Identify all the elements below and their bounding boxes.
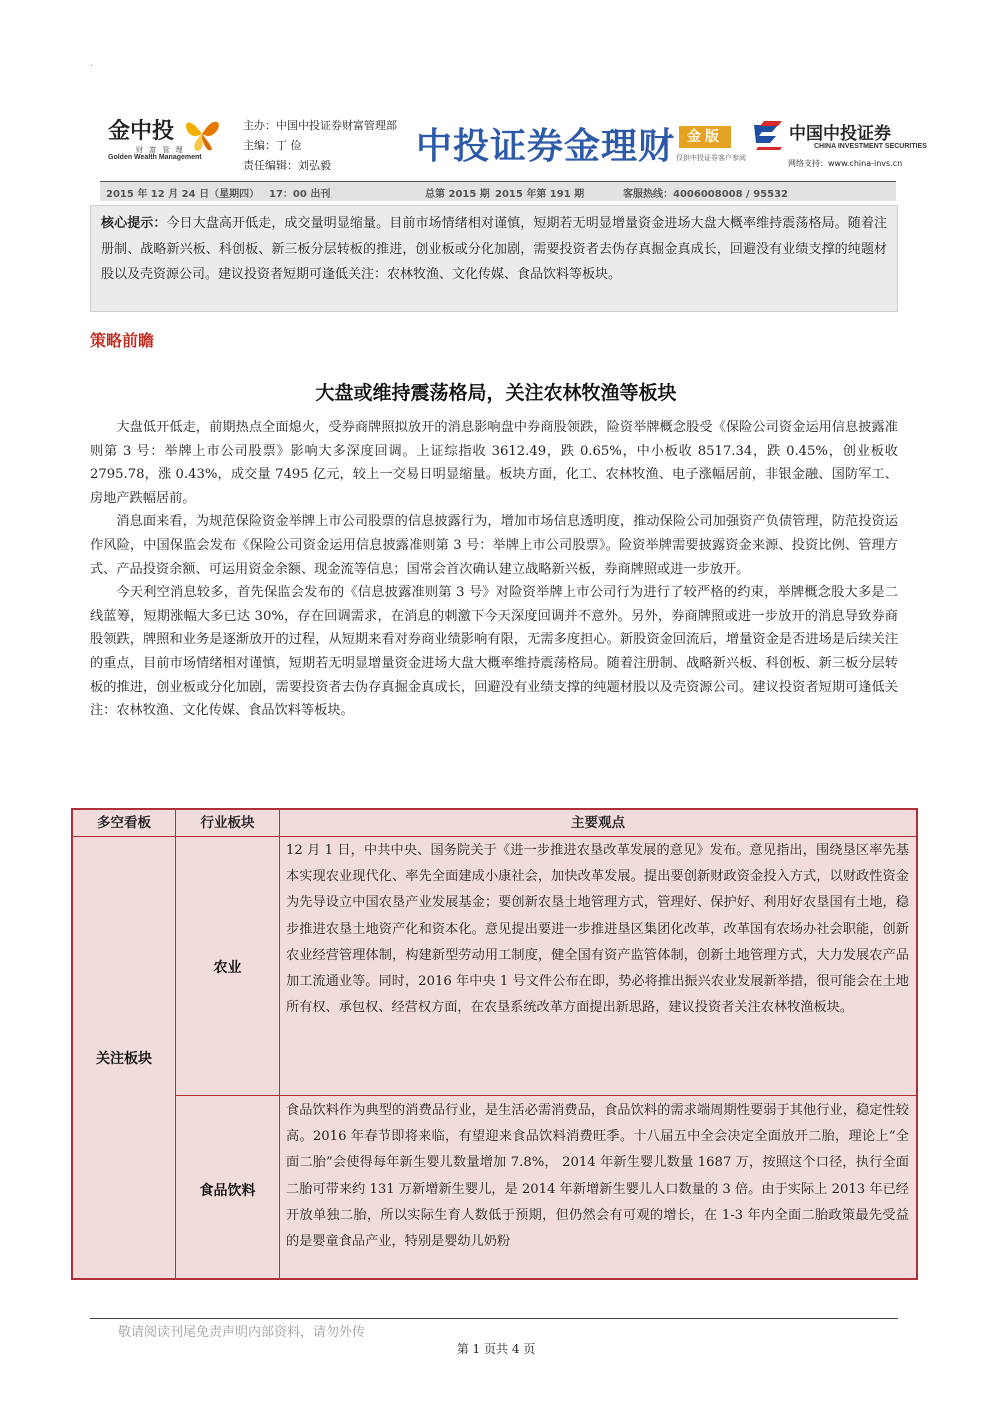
- logo-name: 金中投: [108, 119, 175, 144]
- corner-mark: .: [90, 59, 93, 68]
- sector-view-agriculture: 12 月 1 日，中共中央、国务院关于《进一步推进农垦改革发展的意见》发布。意见指出，围绕垦区率先基本实现农业现代化、率先全面建成小康社会，加快改革发展。提出要创新财政资金投入方式，以财政性资金为先导设立中国农垦产业发展基金；要创新农垦土地管理方式，管理好、保护好、利用好农垦国有土地，稳步推进农垦土地资产化和资本化。意见提出要进一步推进垦区集团化改革，改革国有农场办社会职能，创新农业经营管理体制，构建新型劳动用工制度，健全国有资产监管体制，创新土地管理方式，大力发展农产品加工流通业等。同时，2016 年中央 1 号文件公布在即，势必将推出振兴农业发展新举措，很可能会在土地所有权、承包权、经营权方面，在农垦系统改革方面提出新思路，建议投资者关注农林牧渔板块。: [286, 843, 909, 1016]
- summary-text: 今日大盘高开低走，成交量明显缩量。目前市场情绪相对谨慎，短期若无明显增量资金进场大盘大概率维持震荡格局。随着注册制、战略新兴板、科创板、新三板分层转板的推进，创业板或分化加剧，需要投资者去伪存真掘金真成长，回避没有业绩支撑的纯题材股以及壳资源公司。建议投资者短期可逢低关注：农林牧渔、文化传媒、食品饮料等板块。: [101, 216, 887, 283]
- issue-info-bar: [100, 182, 896, 201]
- section-title: 策略前瞻: [90, 331, 155, 350]
- chief-editor-line: 主编：丁 俭: [243, 139, 302, 152]
- gold-edition-note: 仅供中投证券客户参阅: [676, 154, 746, 162]
- company-name-en: CHINA INVESTMENT SECURITIES: [814, 143, 927, 150]
- table-col-divider: [175, 810, 176, 1278]
- butterfly-logo-icon: [180, 112, 224, 156]
- logo-sub-cn: 财 富 管 理: [136, 146, 185, 154]
- golden-wealth-logo: [108, 112, 223, 172]
- service-hotline: 客服热线：4006008008 / 95532: [623, 189, 788, 200]
- gold-edition-badge: 金版: [679, 126, 731, 148]
- cis-logo-icon: [752, 121, 784, 151]
- footer-disclaimer-note: 敬请阅读刊尾免责声明内部资料，请勿外传: [118, 1325, 366, 1340]
- table-header-sector: 行业板块: [200, 815, 255, 831]
- footer-divider: [90, 1318, 898, 1319]
- article-body: [90, 416, 898, 723]
- brand-title: 中投证券金理财: [416, 126, 676, 167]
- article-paragraph: 今天利空消息较多，首先保监会发布的《信息披露准则第 3 号》对险资举牌上市公司行为进行了较严格的约束，举牌概念股大多是二线蓝筹，短期涨幅大多已达 30%，存在回调需求，在消息的刺激下今天深度回调并不意外。另外，券商牌照或进一步放开的消息导致券商股领跌，牌照和业务是逐渐放开的过程，从短期来看对券商业绩影响有限，无需多度担心。新股资金回流后，增量资金是否进场是后续关注的重点，目前市场情绪相对谨慎，短期若无明显增量资金进场大盘大概率维持震荡格局。随着注册制、战略新兴板、科创板、新三板分层转板的推进，创业板或分化加剧，需要投资者去伪存真掘金真成长，回避没有业绩支撑的纯题材股以及壳资源公司。建议投资者短期可逢低关注：农林牧渔、文化传媒、食品饮料等板块。: [90, 585, 898, 719]
- sector-view-food-beverage: 食品饮料作为典型的消费品行业，是生活必需消费品，食品饮料的需求端周期性要弱于其他行业，稳定性较高。2016 年春节即将来临，有望迎来食品饮料消费旺季。十八届五中全会决定全面放开二胎，理论上“全面二胎”会使得每年新生婴儿数量增加 7.8%， 2014 年新生婴儿数量 1687 万，按照这个口径，执行全面二胎可带来约 131 万新增新生婴儿，是 2014 年新增新生婴儿人口数量的 3 倍。由于实际上 2013 年已经开放单独二胎，所以实际生育人数低于预期，但仍然会有可观的增长，在 1-3 年内全面二胎政策最先受益的是婴童食品产业，特别是婴幼儿奶粉: [286, 1103, 909, 1250]
- website-info: 网络支持：www.china-invs.cn: [788, 159, 903, 168]
- table-header-view: 主要观点: [571, 815, 625, 831]
- group-label-focus: 关注板块: [96, 1051, 152, 1067]
- company-name-cn: 中国中投证券: [789, 124, 891, 144]
- issue-time: 17：00 出刊: [269, 189, 331, 200]
- issue-date: 2015 年 12 月 24 日（星期四）: [106, 189, 260, 200]
- table-row-divider: [176, 1095, 916, 1096]
- responsible-editor-line: 责任编辑：刘弘毅: [243, 159, 331, 172]
- table-col-divider: [279, 810, 280, 1278]
- page-number: 第 1 页共 4 页: [456, 1342, 536, 1356]
- summary-label: 核心提示：: [101, 216, 167, 231]
- editor-info: [243, 116, 397, 176]
- sector-view-table: [71, 808, 918, 1280]
- table-header-divider: [73, 836, 916, 837]
- sponsor-line: 主办：中国中投证券财富管理部: [243, 119, 397, 132]
- article-paragraph: 消息面来看，为规范保险资金举牌上市公司股票的信息披露行为，增加市场信息透明度，推动保险公司加强资产负债管理，防范投资运作风险，中国保监会发布《保险公司资金运用信息披露准则第 3 号：举牌上市公司股票》。险资举牌需要披露资金来源、投资比例、管理方式、产品投资余额、可运用资金余额、现金流等信息；国常会首次确认建立战略新兴板，券商牌照或进一步放开。: [90, 514, 898, 577]
- article-title: 大盘或维持震荡格局，关注农林牧渔等板块: [315, 382, 677, 404]
- year-issue: 2015 年第 191 期: [495, 189, 585, 200]
- logo-sub-en: Golden Wealth Management: [108, 154, 202, 161]
- sector-label-agriculture: 农业: [213, 960, 242, 976]
- sector-label-food-beverage: 食品饮料: [199, 1183, 256, 1199]
- article-paragraph: 大盘低开低走，前期热点全面熄火，受券商牌照拟放开的消息影响盘中券商股领跌，险资举牌概念股受《保险公司资金运用信息披露准则第 3 号：举牌上市公司股票》影响大多深度回调。上证综指收 3612.49，跌 0.65%，中小板收 8517.34，跌 0.45%，创业板收 2795.78，涨 0.43%，成交量 7495 亿元，较上一交易日明显缩量。板块方面，化工、农林牧渔、电子涨幅居前，非银金融、国防军工、房地产跌幅居前。: [90, 420, 898, 506]
- core-summary-box: [90, 205, 898, 312]
- table-header-stance: 多空看板: [97, 815, 151, 831]
- total-issue: 总第 2015 期: [425, 189, 490, 200]
